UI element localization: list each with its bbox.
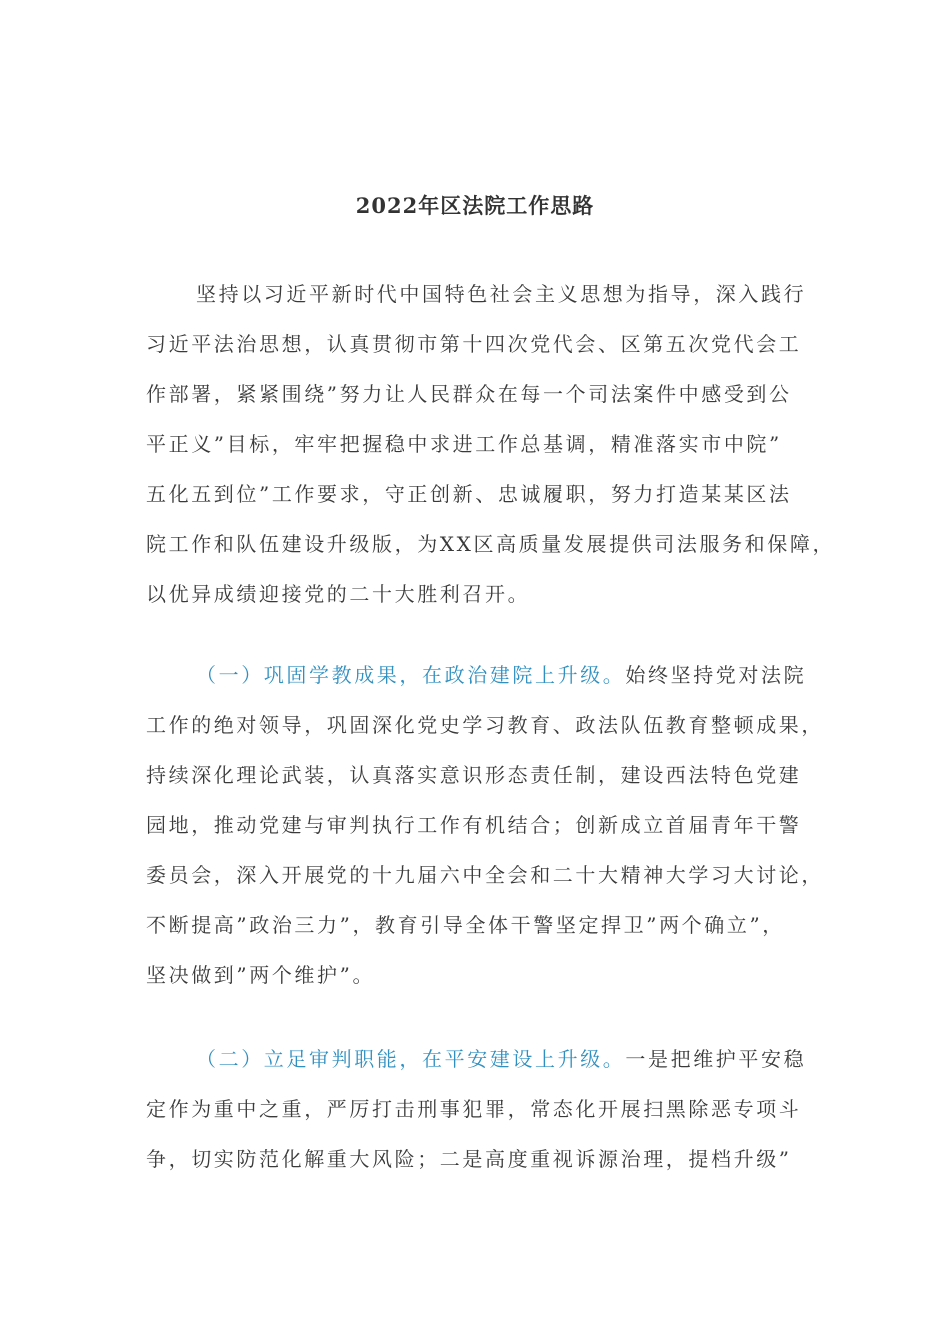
paragraph-line: 定作为重中之重，严厉打击刑事犯罪，常态化开展扫黑除恶专项斗 bbox=[146, 1097, 802, 1121]
section-1-heading: （一）巩固学教成果，在政治建院上升级。 bbox=[196, 663, 626, 687]
paragraph-line: 坚持以习近平新时代中国特色社会主义思想为指导，深入践行 bbox=[196, 282, 807, 306]
paragraph-line: 习近平法治思想，认真贯彻市第十四次党代会、区第五次党代会工 bbox=[146, 332, 802, 356]
paragraph-line: 五化五到位”工作要求，守正创新、忠诚履职，努力打造某某区法 bbox=[146, 482, 792, 506]
paragraph-line: 作部署，紧紧围绕”努力让人民群众在每一个司法案件中感受到公 bbox=[146, 382, 792, 406]
paragraph-line: 争，切实防范化解重大风险；二是高度重视诉源治理，提档升级” bbox=[146, 1147, 792, 1171]
paragraph-line: 园地，推动党建与审判执行工作有机结合；创新成立首届青年干警 bbox=[146, 813, 802, 837]
paragraph-line bbox=[146, 1034, 826, 1084]
section-1-first-line-text: 始终坚持党对法院 bbox=[625, 663, 807, 687]
intro-paragraph bbox=[146, 269, 836, 619]
paragraph-line: 工作的绝对领导，巩固深化党史学习教育、政法队伍教育整顿成果， bbox=[146, 713, 824, 737]
paragraph-line bbox=[146, 650, 826, 700]
paragraph-line: 持续深化理论武装，认真落实意识形态责任制，建设西法特色党建 bbox=[146, 763, 802, 787]
paragraph-line: 委员会，深入开展党的十九届六中全会和二十大精神大学习大讨论， bbox=[146, 863, 824, 887]
section-2-heading: （二）立足审判职能，在平安建设上升级。 bbox=[196, 1047, 626, 1071]
paragraph-line: 不断提高”政治三力”，教育引导全体干警坚定捍卫”两个确立”， bbox=[146, 913, 785, 937]
section-2-first-line-text: 一是把维护平安稳 bbox=[625, 1047, 807, 1071]
paragraph-line: 坚决做到”两个维护”。 bbox=[146, 963, 376, 987]
paragraph-line: 平正义”目标，牢牢把握稳中求进工作总基调，精准落实市中院” bbox=[146, 432, 782, 456]
section-2-paragraph bbox=[146, 1034, 826, 1184]
paragraph-line: 以优异成绩迎接党的二十大胜利召开。 bbox=[146, 582, 531, 606]
document-title: 2022年区法院工作思路 bbox=[355, 193, 595, 218]
paragraph-line: 院工作和队伍建设升级版，为XX区高质量发展提供司法服务和保障， bbox=[146, 532, 836, 556]
section-1-paragraph bbox=[146, 650, 826, 1000]
